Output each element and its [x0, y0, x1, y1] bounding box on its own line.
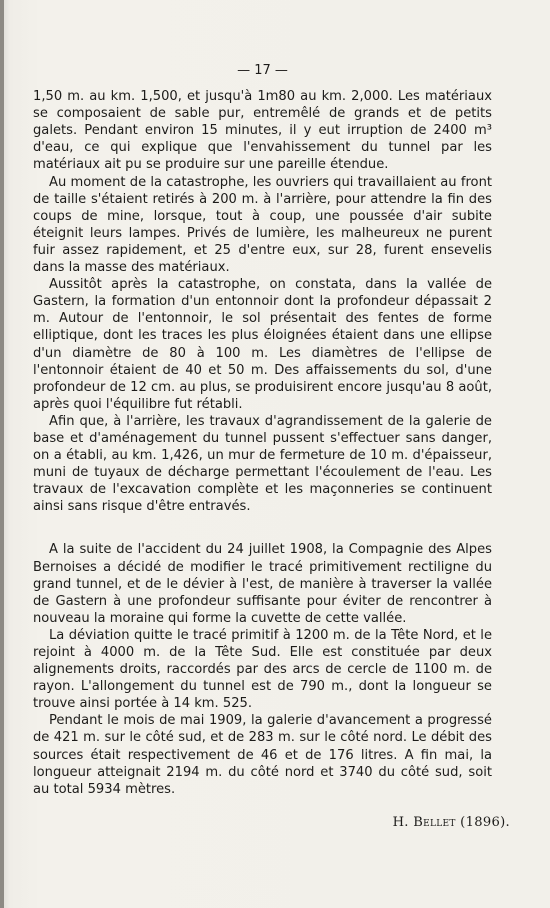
signature-text: H. Bellet (1896).	[392, 814, 510, 830]
paragraph-3: Aussitôt après la catastrophe, on constata, dans la vallée de Gastern, la formation d'un entonnoir dont la profondeur dépassait 2 m. Autour de l'entonnoir, le sol présentait des fentes de forme elliptique, dont les traces les plus éloignées étaient dans une ellipse d'un diamètre de 80 à 100 m. Les diamètres de l'ellipse de l'entonnoir étaient de 40 et 50 m. Des affaissements du sol, d'une profondeur de 12 cm. au plus, se produisirent encore jusqu'au 8 août, après quoi l'équilibre fut rétabli.	[33, 277, 492, 412]
author-signature	[33, 814, 510, 831]
page-binding-edge	[0, 0, 4, 908]
paragraph-4: Afin que, à l'arrière, les travaux d'agrandissement de la galerie de base et d'aménagement du tunnel pussent s'effectuer sans danger, on a établi, au km. 1,426, un mur de fermeture de 10 m. d'épaisseur, muni de tuyaux de décharge permettant l'écoulement de l'eau. Les travaux de l'excavation complète et les maçonneries se continuent ainsi sans risque d'être entravés.	[33, 413, 492, 515]
section-gap	[33, 515, 492, 541]
paragraph-6: La déviation quitte le tracé primitif à 1200 m. de la Tête Nord, et le rejoint à 4000 m. de la Tête Sud. Elle est constituée par deux alignements droits, raccordés par des arcs de cercle de 1100 m. de rayon. L'allongement du tunnel est de 790 m., dont la longueur se trouve ainsi portée à 14 km. 525.	[33, 627, 492, 712]
paragraph-1: 1,50 m. au km. 1,500, et jusqu'à 1m80 au km. 2,000. Les matériaux se composaient de sable pur, entremêlé de grands et de petits galets. Pendant environ 15 minutes, il y eut irruption de 2400 m³ d'eau, ce qui explique que l'envahissement du tunnel par les matériaux ait pu se produire sur une pareille étendue.	[33, 89, 492, 173]
paragraph-5: A la suite de l'accident du 24 juillet 1908, la Compagnie des Alpes Bernoises a décidé de modifier le tracé primitivement rectiligne du grand tunnel, et de le dévier à l'est, de manière à traverser la vallée de Gastern à une profondeur suffisante pour éviter de rencontrer à nouveau la moraine qui forme la cuvette de cette vallée.	[33, 542, 492, 626]
page-number: — 17 —	[237, 63, 288, 78]
paragraph-7: Pendant le mois de mai 1909, la galerie d'avancement a progressé de 421 m. sur le côté sud, et de 283 m. sur le côté nord. Le débit des sources était respectivement de 46 et de 176 litres. A fin mai, la longueur atteignait 2194 m. du côté nord et 3740 du côté sud, soit au total 5934 mètres.	[33, 713, 492, 797]
page-content	[33, 62, 510, 831]
paragraph-2: Au moment de la catastrophe, les ouvriers qui travaillaient au front de taille s'étaient retirés à 200 m. à l'arrière, pour attendre la fin des coups de mine, lorsque, tout à coup, une poussée d'air subite éteignit leurs lampes. Privés de lumière, les malheureux ne purent fuir assez rapidement, et 25 d'entre eux, sur 28, furent ensevelis dans la masse des matériaux.	[33, 174, 492, 276]
